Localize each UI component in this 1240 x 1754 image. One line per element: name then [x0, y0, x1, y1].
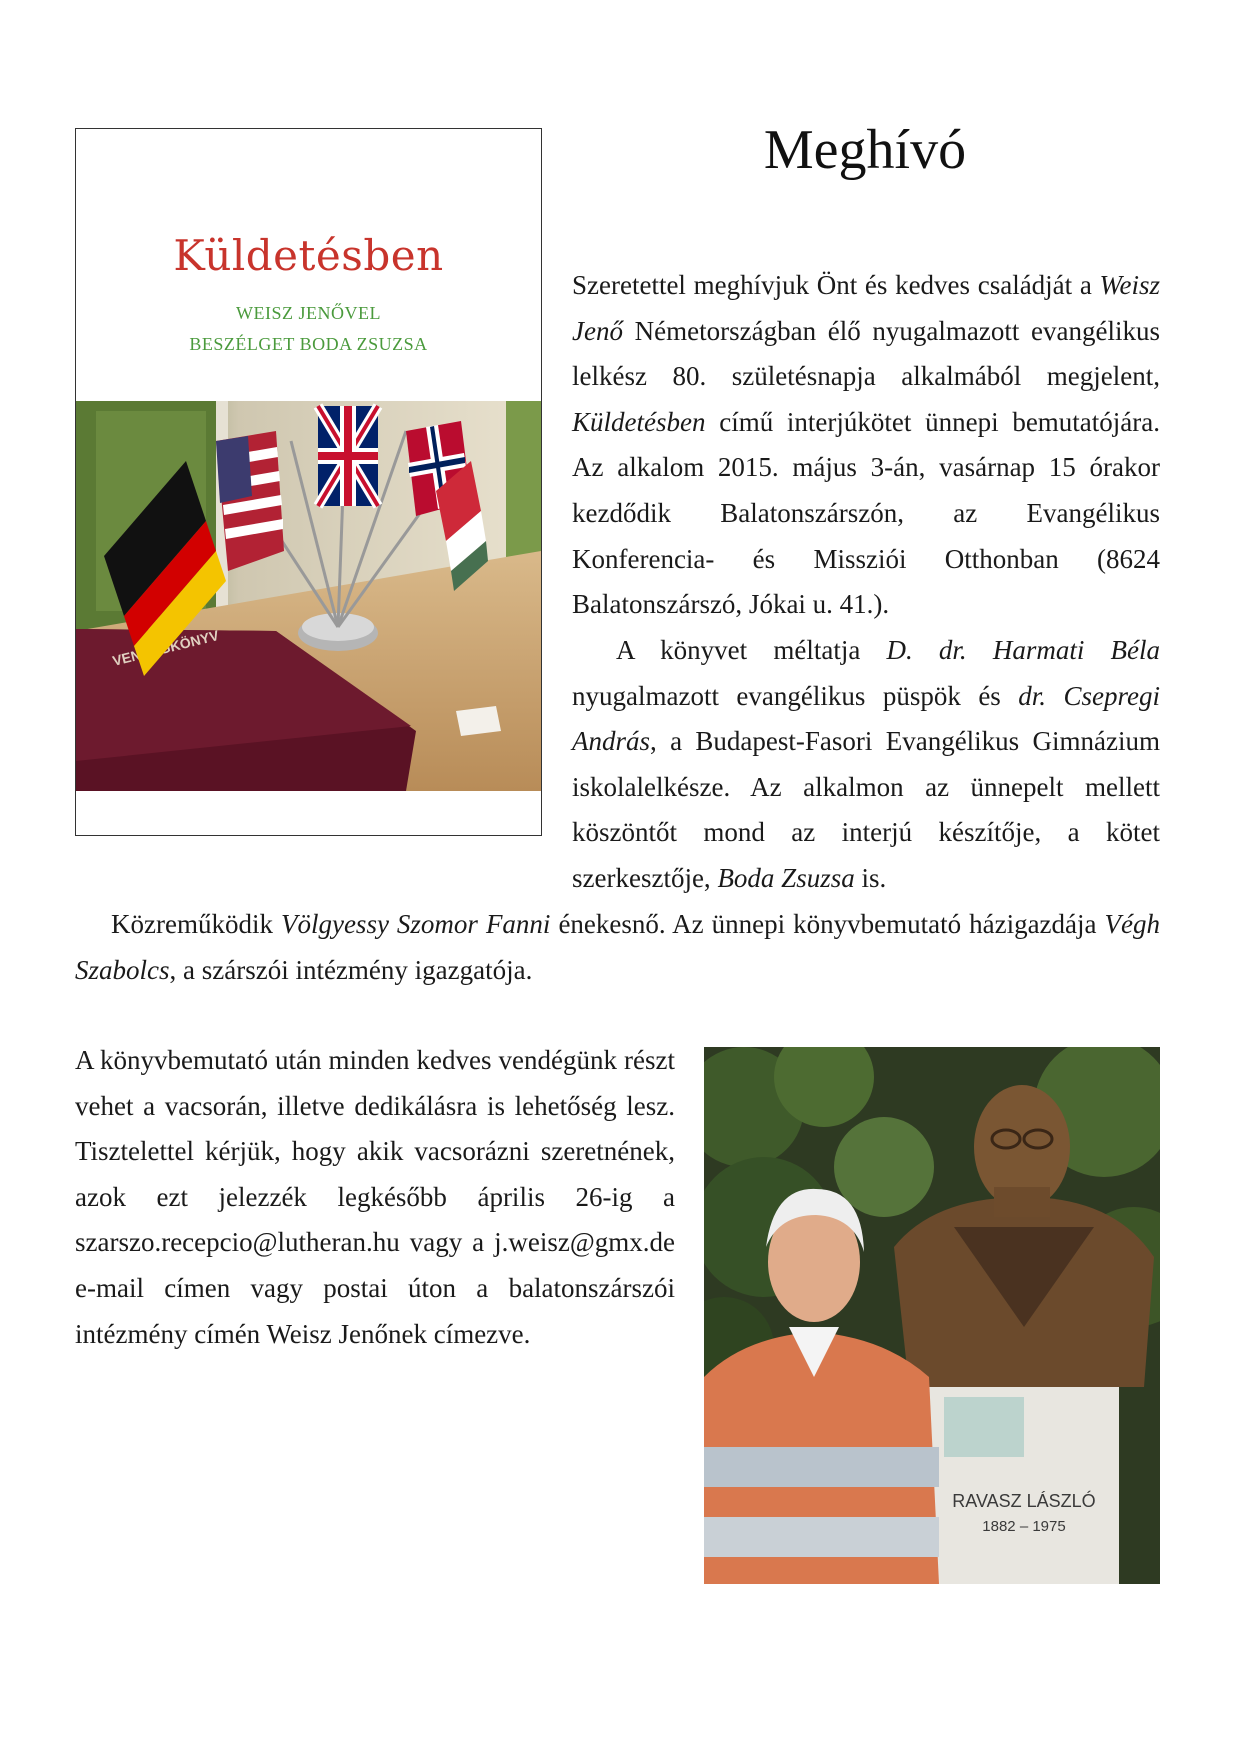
cover-photo-flags: [76, 401, 541, 791]
plaque-years: 1882 – 1975: [982, 1518, 1066, 1535]
text-span: , a Budapest-Fasori Evangélikus Gimnázium iskolalelkésze. Az alkalmon az ünnepelt mellett köszöntőt mond az interjú készítője, a kötet szerkesztője,: [572, 726, 1160, 893]
name-csepregi-andras: dr. Csepregi András: [572, 680, 1160, 757]
invitation-paragraph: [572, 263, 1160, 628]
cover-subtitle-line1: WEISZ JENŐVEL: [236, 303, 381, 323]
speakers-paragraph: [572, 628, 1160, 902]
cover-subtitle-line2: BESZÉLGET BODA ZSUZSA: [189, 334, 428, 354]
text-span: Németországban élő nyugalmazott evangélikus lelkész 80. születésnapja alkalmából megjelent,: [572, 315, 1160, 392]
text-span: A könyvet méltatja: [616, 635, 887, 665]
text-span: Közreműködik: [111, 909, 281, 939]
book-cover: [75, 128, 542, 836]
name-weisz-jeno: Weisz Jenő: [572, 270, 1160, 346]
cover-title: Küldetésben: [173, 231, 444, 280]
book-title-ref: Küldetésben: [572, 406, 706, 437]
photo-weisz-with-bust: [704, 1047, 1160, 1584]
name-volgyessy-szomor-fanni: Völgyessy Szomor Fanni: [280, 909, 551, 939]
text-span: is.: [854, 862, 887, 893]
text-span: , a szárszói intézmény igazgatója.: [169, 954, 533, 985]
page-title: Meghívó: [763, 119, 967, 181]
dinner-paragraph: A könyvbemutató után minden kedves vendégünk részt vehet a vacsorán, illetve dedikálásra is lehetőség lesz. Tisztelettel kérjük, hogy akik vacsorázni szeretnének, azok ezt jelezzék legkésőbb április 26-ig a szarszo.recepcio@lutheran.hu vagy a j.weisz@gmx.de e-mail címen vagy postai úton a balatonszárszói intézmény címén Weisz Jenőnek címezve.: [75, 1045, 675, 1349]
performers-paragraph: [75, 902, 1160, 993]
text-span: című interjúkötet ünnepi bemutatójára. Az alkalom 2015. május 3-án, vasárnap 15 órakor kezdődik Balatonszárszón, az Evangélikus Konferencia- és Missziói Otthonban (8624 Balatonszárszó, Jókai u. 41.).: [572, 406, 1160, 620]
name-boda-zsuzsa: Boda Zsuzsa: [717, 862, 855, 893]
text-span: Szeretettel meghívjuk Önt és kedves családját a: [572, 270, 1100, 300]
text-span: nyugalmazott evangélikus püspök és: [572, 680, 1019, 711]
plaque-name: RAVASZ LÁSZLÓ: [952, 1491, 1096, 1511]
text-span: énekesnő. Az ünnepi könyvbemutató házigazdája: [550, 909, 1105, 939]
name-vegh-szabolcs: Végh Szabolcs: [75, 909, 1160, 985]
name-harmati-bela: D. dr. Harmati Béla: [886, 635, 1161, 665]
